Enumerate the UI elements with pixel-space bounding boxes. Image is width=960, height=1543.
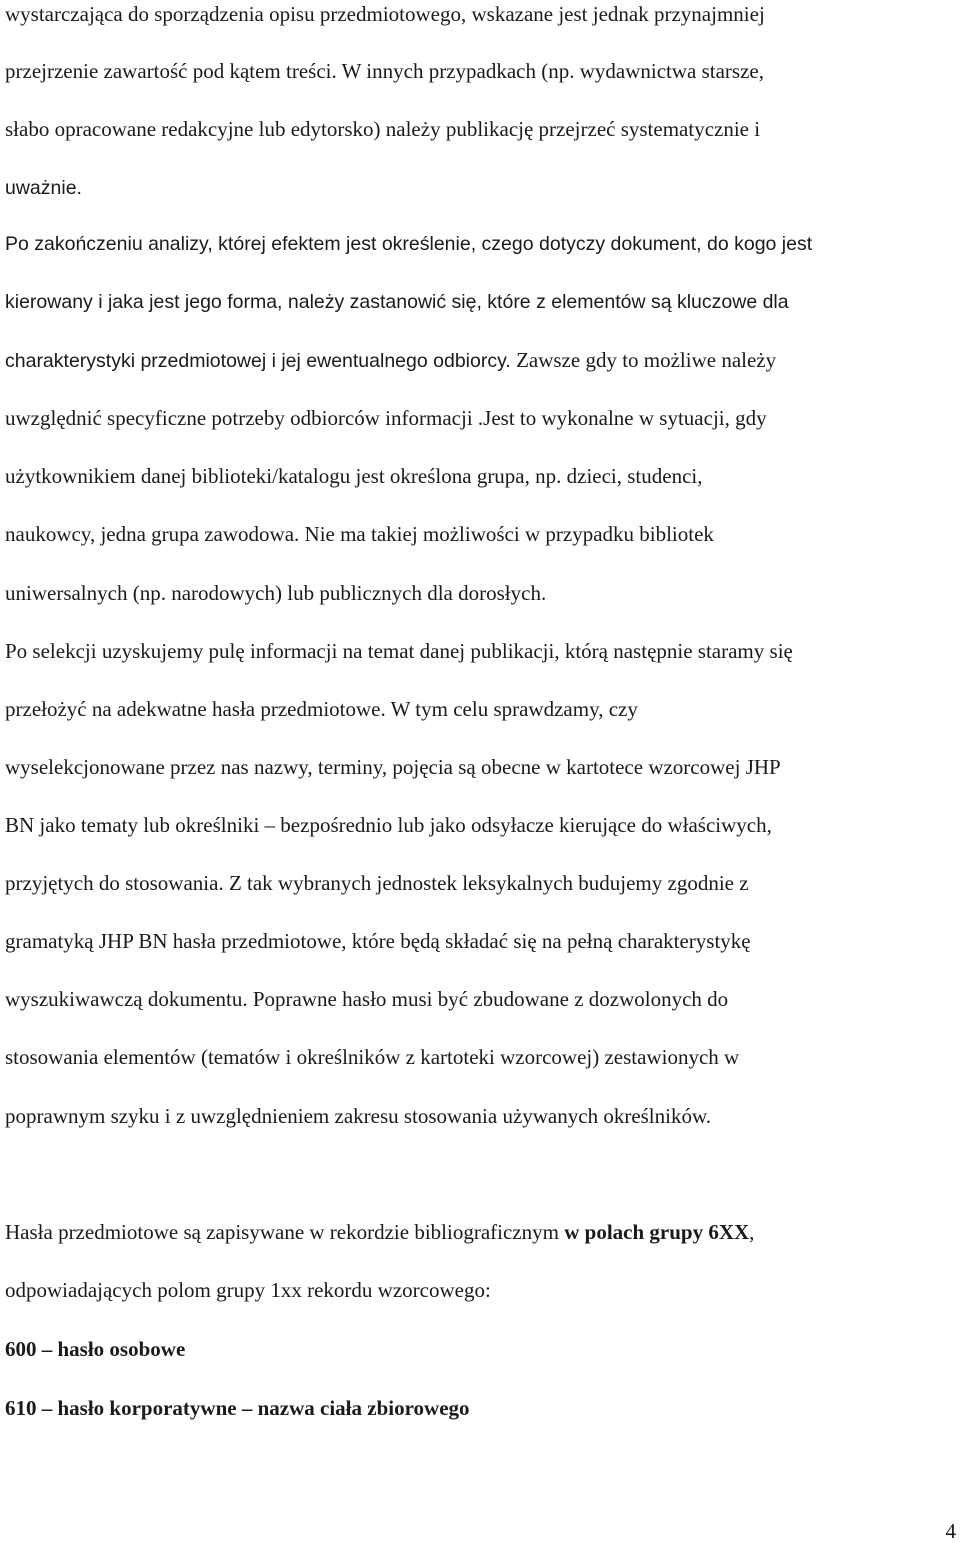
paragraph-line: gramatyką JHP BN hasła przedmiotowe, które będą składać się na pełną charakterystykę: [5, 929, 751, 953]
paragraph-line: charakterystyki przedmiotowej i jej ewentualnego odbiorcy. Zawsze gdy to możliwe należy: [5, 348, 777, 372]
paragraph-line: odpowiadających polom grupy 1xx rekordu wzorcowego:: [5, 1278, 491, 1302]
paragraph-line: BN jako tematy lub określniki – bezpośrednio lub jako odsyłacze kierujące do właściwych,: [5, 813, 772, 837]
paragraph-line: wyszukiwawczą dokumentu. Poprawne hasło musi być zbudowane z dozwolonych do: [5, 987, 729, 1011]
paragraph-line: wyselekcjonowane przez nas nazwy, terminy, pojęcia są obecne w kartotece wzorcowej JHP: [5, 755, 781, 779]
text-line: uważnie.: [5, 177, 82, 199]
paragraph-line: uwzględnić specyficzne potrzeby odbiorców informacji .Jest to wykonalne w sytuacji, gdy: [5, 406, 767, 430]
paragraph-line: przełożyć na adekwatne hasła przedmiotowe. W tym celu sprawdzamy, czy: [5, 697, 638, 721]
paragraph-line: stosowania elementów (tematów i określników z kartoteki wzorcowej) zestawionych w: [5, 1045, 740, 1069]
paragraph-line: użytkownikiem danej biblioteki/katalogu jest określona grupa, np. dzieci, studenci,: [5, 464, 703, 488]
text-line: słabo opracowane redakcyjne lub edytorsko) należy publikację przejrzeć systematycznie i: [5, 117, 761, 141]
paragraph-line: Po selekcji uzyskujemy pulę informacji na temat danej publikacji, którą następnie staramy się: [5, 639, 793, 663]
text-line: przejrzenie zawartość pod kątem treści. W innych przypadkach (np. wydawnictwa starsze,: [5, 59, 764, 83]
page-number: 4: [945, 1519, 956, 1543]
paragraph-line: naukowcy, jedna grupa zawodowa. Nie ma takiej możliwości w przypadku bibliotek: [5, 522, 714, 546]
paragraph-line: przyjętych do stosowania. Z tak wybranych jednostek leksykalnych budujemy zgodnie z: [5, 871, 749, 895]
paragraph-line: kierowany i jaka jest jego forma, należy zastanowić się, które z elementów są kluczowe dla: [5, 291, 789, 313]
text-line: wystarczająca do sporządzenia opisu przedmiotowego, wskazane jest jednak przynajmniej: [5, 2, 765, 26]
paragraph-line: Hasła przedmiotowe są zapisywane w rekordzie bibliograficznym w polach grupy 6XX,: [5, 1220, 755, 1244]
field-600-line: 600 – hasło osobowe: [5, 1337, 186, 1361]
field-610-line: 610 – hasło korporatywne – nazwa ciała zbiorowego: [5, 1396, 470, 1420]
paragraph-line: poprawnym szyku i z uwzględnieniem zakresu stosowania używanych określników.: [5, 1104, 712, 1128]
paragraph-line: Po zakończeniu analizy, której efektem jest określenie, czego dotyczy dokument, do kogo jest: [5, 233, 813, 255]
paragraph-line: uniwersalnych (np. narodowych) lub publicznych dla dorosłych.: [5, 581, 547, 605]
